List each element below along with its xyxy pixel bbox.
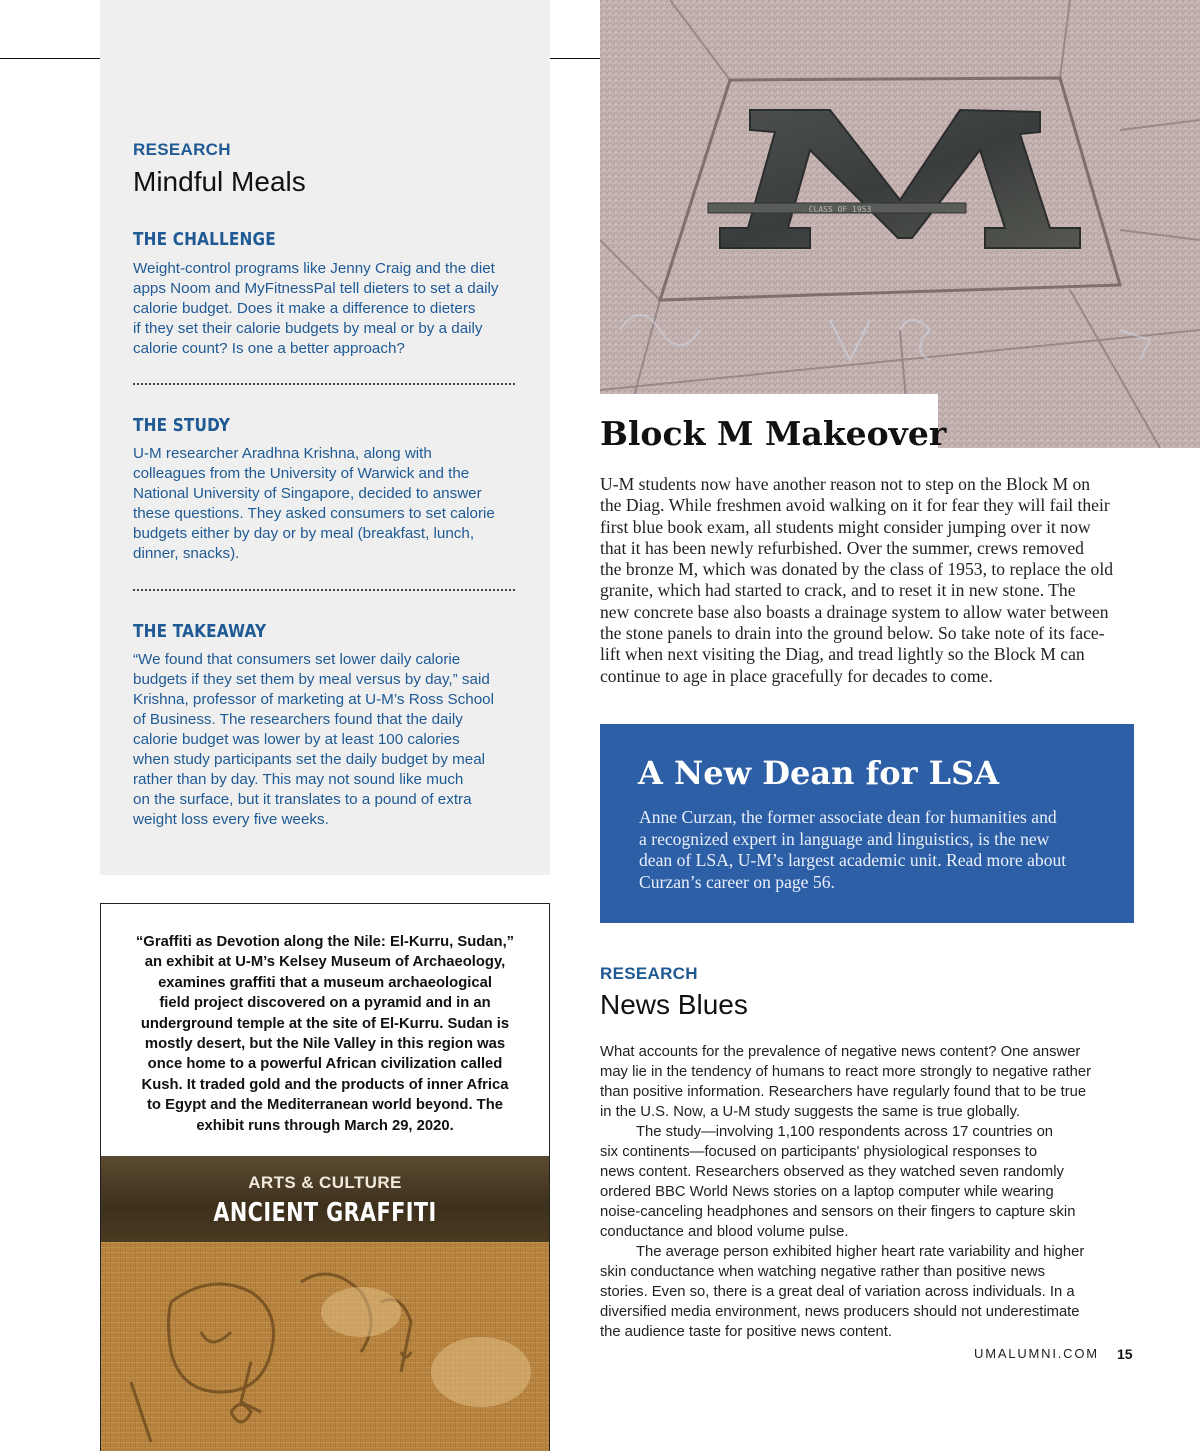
- graffiti-illustration: [101, 1242, 549, 1451]
- study-heading: THE STUDY: [133, 415, 231, 436]
- dotted-divider: [133, 383, 515, 385]
- arts-culture-banner: [101, 1156, 549, 1242]
- ancient-graffiti-box: [100, 903, 550, 1451]
- takeaway-heading: THE TAKEAWAY: [133, 621, 267, 642]
- mindful-title: Mindful Meals: [133, 166, 306, 197]
- news-kicker: RESEARCH: [600, 964, 698, 983]
- graffiti-photo: [101, 1242, 549, 1451]
- news-body: What accounts for the prevalence of negative news content? One answer may lie in the tendency of humans to react more strongly to negative rather than positive information. Researchers have regularly found that to be true in the U.S. Now, a U-M study suggests the same is true globally. The study—involving 1,100 respondents across 17 countries on six continents—focused on participants' physiological responses to news content. Researchers observed as they watched seven randomly ordered BBC World News stories on a laptop computer while wearing noise-canceling headphones and sensors on their fingers to capture skin conductance and blood volume pulse. The average person exhibited higher heart rate variability and higher skin conductance when watching negative rather than positive news stories. Even so, there is a great deal of variation across individuals. In a diversified media environment, news producers should not underestimate the audience taste for positive news content.: [600, 1044, 1092, 1340]
- block-m-title: Block M Makeover: [600, 414, 947, 453]
- dean-title: A New Dean for LSA: [638, 754, 1000, 792]
- arts-kicker: ARTS & CULTURE: [248, 1173, 402, 1192]
- page-number: 15: [1117, 1346, 1133, 1362]
- study-text: U-M researcher Aradhna Krishna, along with colleagues from the University of Warwick and the National University of Singapore, decided to answer these questions. They asked consumers to set calorie budgets either by day or by meal (breakfast, lunch, dinner, snacks).: [133, 445, 495, 562]
- arts-title: ANCIENT GRAFFITI: [213, 1198, 437, 1228]
- news-title: News Blues: [600, 989, 748, 1020]
- challenge-text: Weight-control programs like Jenny Craig and the diet apps Noom and MyFitnessPal tell dieters to set a daily calorie budget. Does it make a difference to dieters if they set their calorie budgets by meal or by a daily calorie count? Is one a better approach?: [133, 260, 499, 357]
- block-m-photo: [600, 0, 1200, 448]
- block-m-body: U-M students now have another reason not to step on the Block M on the Diag. While freshmen avoid walking on it for fear they will fail their first blue book exam, all students might consider jumping over it now that it has been newly refurbished. Over the summer, crews removed the bronze M, which was donated by the class of 1953, to replace the old granite, which had started to crack, and to reset it in new stone. The new concrete base also boasts a drainage system to allow water between the stone panels to drain into the ground below. So take note of its face- lift when next visiting the Diag, and tread lightly so the Block M can continue to age in place gracefully for decades to come.: [600, 474, 1114, 686]
- dotted-divider: [133, 589, 515, 591]
- new-dean-box: [600, 724, 1134, 923]
- takeaway-text: “We found that consumers set lower daily calorie budgets if they set them by meal versus by day,” said Krishna, professor of marketing at U-M’s Ross School of Business. The researchers found that the daily calorie budget was lower by at least 100 calories when study participants set the daily budget by meal rather than by day. This may not sound like much on the surface, but it translates to a pound of extra weight loss every five weeks.: [133, 651, 494, 828]
- exhibit-text: “Graffiti as Devotion along the Nile: El-Kurru, Sudan,” an exhibit at U-M’s Kelsey Museum of Archaeology, examines graffiti that a museum archaeological field project discovered on a pyramid and in an underground temple at the site of El-Kurru. Sudan is mostly desert, but the Nile Valley in this region was once home to a powerful African civilization called Kush. It traded gold and the products of inner Africa to Egypt and the Mediterranean world beyond. The exhibit runs through March 29, 2020.: [135, 934, 515, 1134]
- dean-text: Anne Curzan, the former associate dean for humanities and a recognized expert in language and linguistics, is the new dean of LSA, U-M’s largest academic unit. Read more about Curzan’s career on page 56.: [639, 807, 1067, 892]
- challenge-heading: THE CHALLENGE: [133, 229, 276, 250]
- plaque-text: CLASS OF 1953: [808, 205, 872, 214]
- footer-site: UMALUMNI.COM: [974, 1346, 1099, 1361]
- block-m-photo-illustration: [600, 0, 1200, 448]
- mindful-kicker: RESEARCH: [133, 140, 231, 159]
